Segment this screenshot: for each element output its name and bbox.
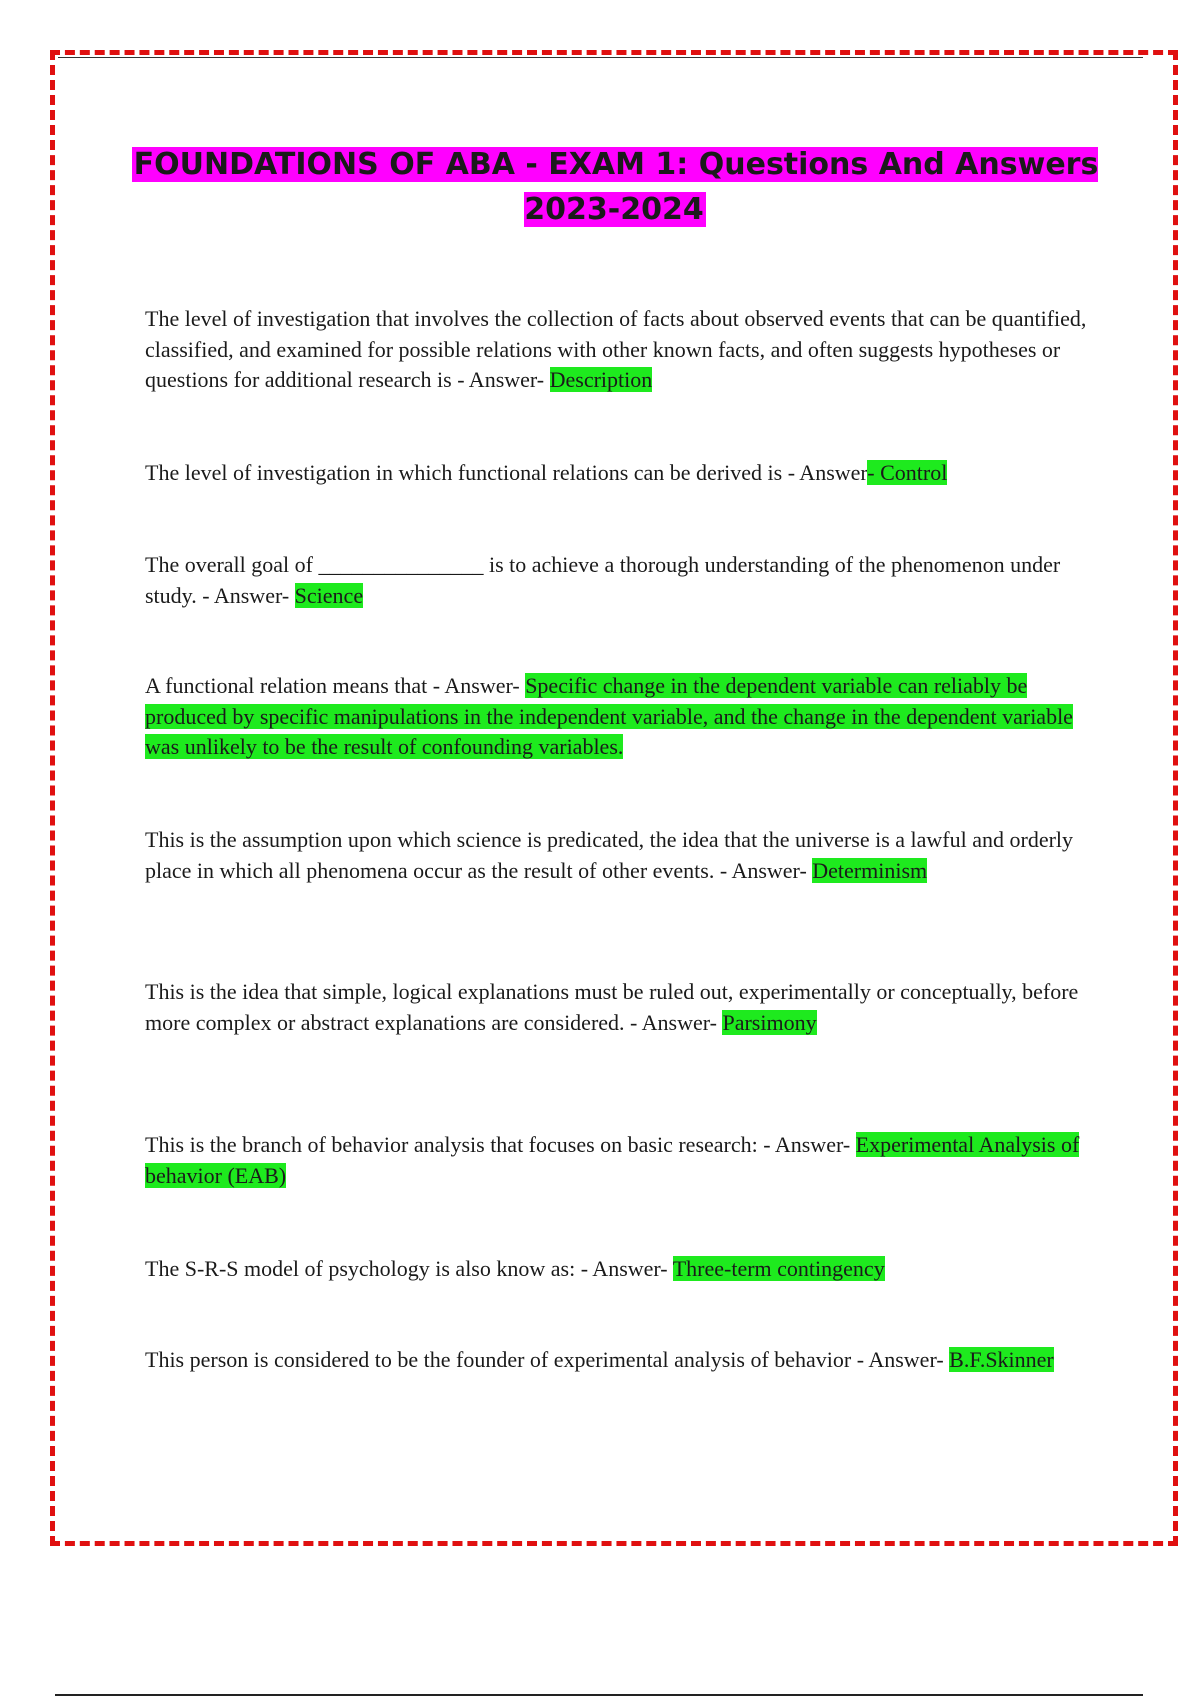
question-text: The S-R-S model of psychology is also know as: - Answer- [145, 1256, 673, 1281]
answer-highlight: - Control [867, 460, 948, 485]
answer-highlight: Parsimony [722, 1009, 817, 1035]
qa-item-8 [145, 1254, 1095, 1285]
qa-item-7 [145, 1130, 1095, 1191]
bottom-rule [55, 1694, 1143, 1696]
qa-item-3 [145, 550, 1095, 611]
question-text: A functional relation means that - Answer- [145, 673, 526, 698]
qa-item-6 [145, 977, 1095, 1038]
qa-item-9 [145, 1345, 1095, 1376]
qa-item-1 [145, 304, 1095, 396]
qa-item-4 [145, 671, 1095, 763]
question-text: This is the branch of behavior analysis that focuses on basic research: - Answer- [145, 1132, 856, 1157]
question-text: The level of investigation that involves the collection of facts about observed events that can be quantified, classified, and examined for possible relations with other known facts, and often suggests hypotheses or questions for additional research is - Answer- [145, 306, 1087, 392]
title-text: FOUNDATIONS OF ABA - EXAM 1: Questions And Answers 2023-2024 [133, 147, 1099, 227]
page-title [130, 142, 1100, 232]
question-text: This is the assumption upon which science is predicated, the idea that the universe is a lawful and orderly place in which all phenomena occur as the result of other events. - Answer- [145, 827, 1074, 883]
question-text: The overall goal of _______________ is to achieve a thorough understanding of the phenomenon under study. - Answer- [145, 552, 1061, 608]
answer-highlight: Science [294, 582, 364, 608]
top-rule [58, 57, 1143, 58]
answer-highlight: Specific change in the dependent variable can reliably be produced by specific manipulations in the independent variable, and the change in the dependent variable was unlikely to be the result of confounding variables. [145, 673, 1073, 759]
qa-item-5 [145, 825, 1095, 886]
question-text: The level of investigation in which functional relations can be derived is - Answer [145, 460, 868, 485]
dashed-border [50, 50, 1178, 1546]
answer-highlight: Experimental Analysis of behavior (EAB) [145, 1132, 1080, 1188]
answer-highlight: Description [549, 367, 653, 392]
qa-item-2 [145, 458, 1095, 489]
question-text: This person is considered to be the founder of experimental analysis of behavior - Answer- [145, 1347, 950, 1372]
question-text: This is the idea that simple, logical explanations must be ruled out, experimentally or conceptually, before more complex or abstract explanations are considered. - Answer- [145, 979, 1079, 1035]
answer-highlight: B.F.Skinner [949, 1347, 1054, 1372]
answer-highlight: Three-term contingency [672, 1256, 885, 1281]
answer-highlight: Determinism [812, 857, 928, 883]
